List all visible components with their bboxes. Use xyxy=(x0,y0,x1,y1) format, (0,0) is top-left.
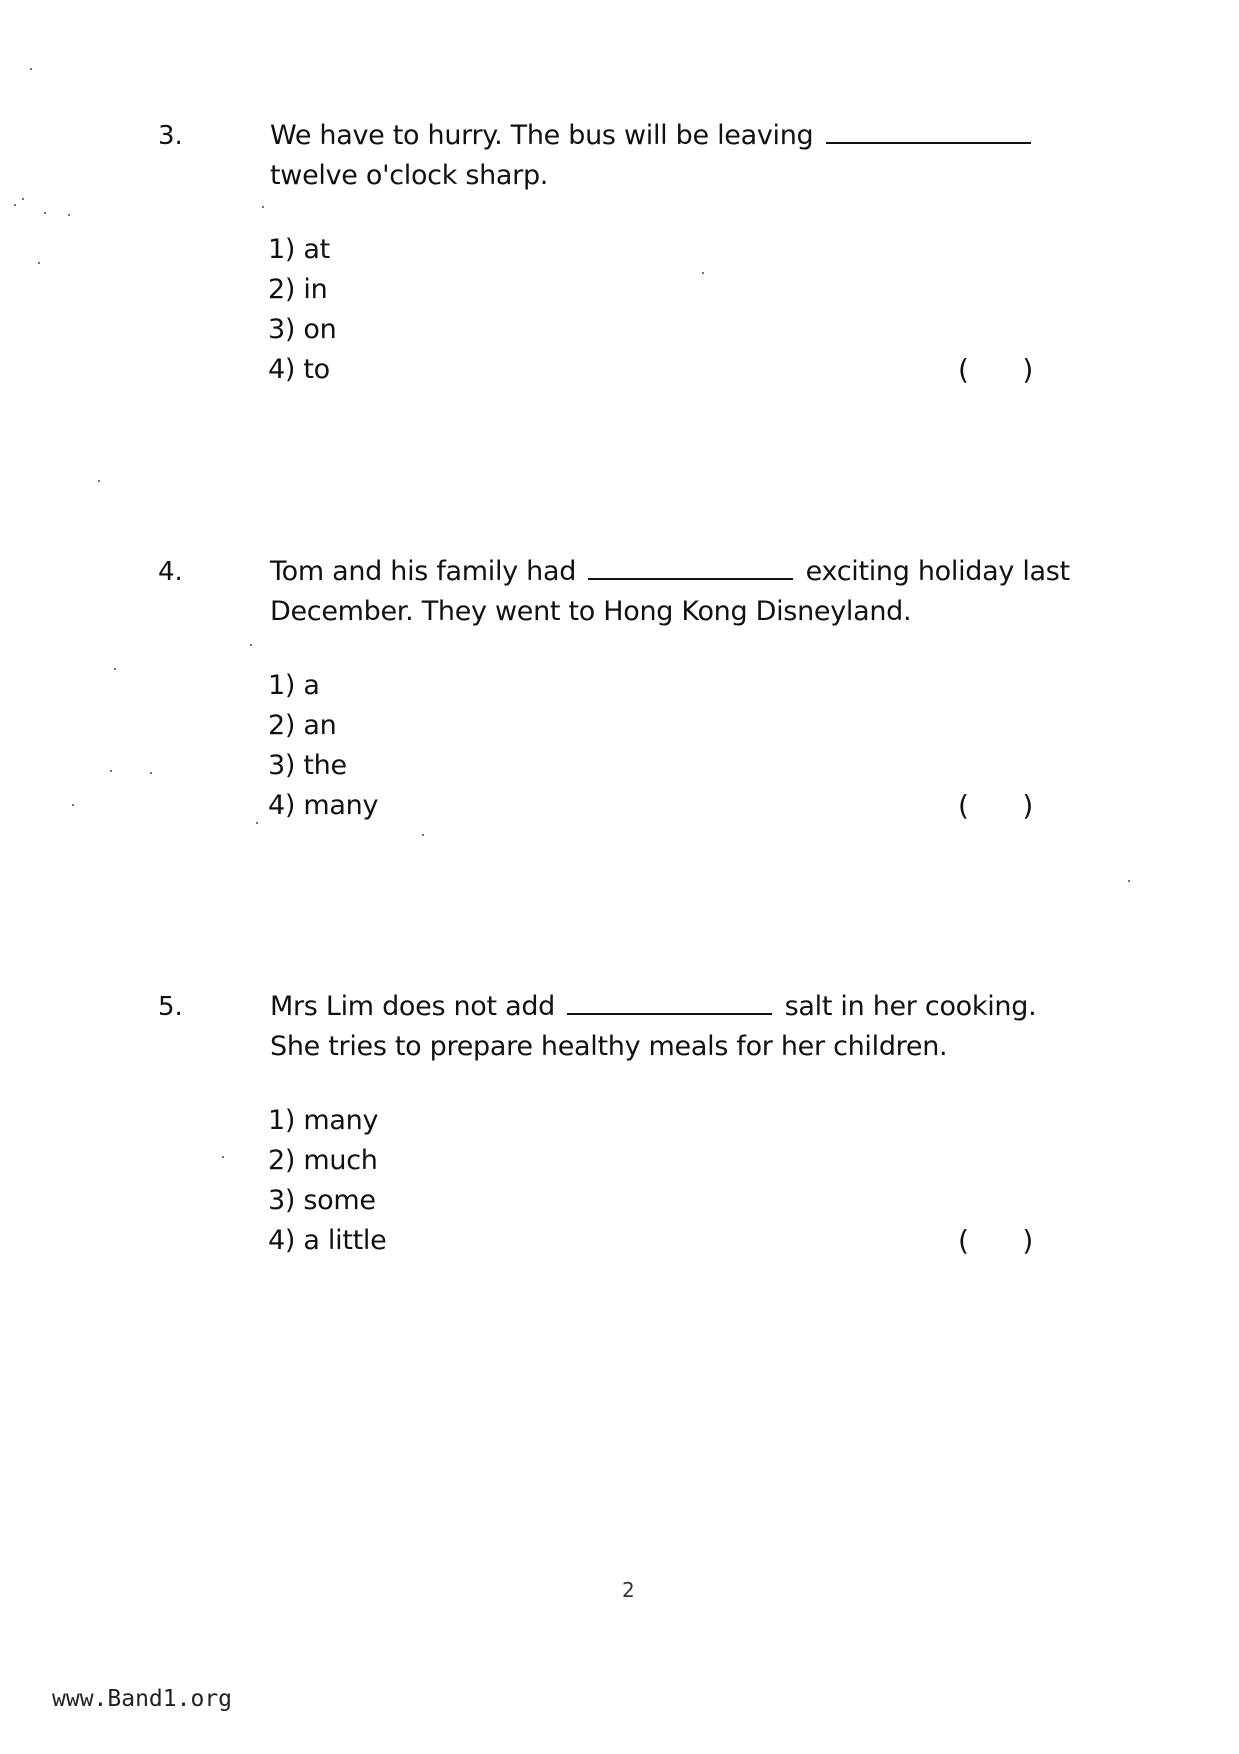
option-4: 4) many xyxy=(268,790,379,821)
option-4: 4) a little xyxy=(268,1225,387,1256)
scan-speck xyxy=(72,804,74,806)
scan-speck xyxy=(256,822,258,824)
stem-text-before-blank: Tom and his family had xyxy=(270,556,577,587)
scan-speck xyxy=(68,214,70,216)
scan-speck xyxy=(1128,880,1130,882)
scan-speck xyxy=(38,262,40,264)
option-4: 4) to xyxy=(268,354,330,385)
stem-line-1 xyxy=(270,987,1100,1027)
option-2: 2) an xyxy=(268,710,337,741)
footer-url: www.Band1.org xyxy=(52,1686,233,1712)
stem-line-1 xyxy=(270,116,1100,156)
scan-speck xyxy=(44,212,46,214)
scan-speck xyxy=(150,772,152,774)
page-number: 2 xyxy=(622,1578,635,1602)
option-1: 1) at xyxy=(268,234,330,265)
stem-text-after-blank: exciting holiday last xyxy=(805,556,1070,587)
answer-blank xyxy=(588,552,793,580)
options-list xyxy=(268,666,378,826)
scan-speck xyxy=(250,644,252,646)
option-3: 3) on xyxy=(268,314,337,345)
stem-line-2: twelve o'clock sharp. xyxy=(270,160,549,191)
scan-speck xyxy=(14,204,16,206)
scan-speck xyxy=(422,834,424,836)
scan-speck xyxy=(702,272,704,274)
option-3: 3) the xyxy=(268,750,347,781)
scan-speck xyxy=(30,68,32,70)
answer-bracket: ( ) xyxy=(958,1224,1034,1257)
scan-speck xyxy=(114,668,116,670)
stem-line-2: She tries to prepare healthy meals for her children. xyxy=(270,1031,948,1062)
scan-speck xyxy=(262,206,264,208)
scan-speck xyxy=(22,198,24,200)
answer-bracket: ( ) xyxy=(958,789,1034,822)
scan-speck xyxy=(110,770,112,772)
answer-bracket: ( ) xyxy=(958,353,1034,386)
question-number: 5. xyxy=(158,992,183,1022)
stem-text-before-blank: We have to hurry. The bus will be leaving xyxy=(270,120,814,151)
option-3: 3) some xyxy=(268,1185,376,1216)
stem-line-2: December. They went to Hong Kong Disneyland. xyxy=(270,596,912,627)
option-1: 1) many xyxy=(268,1105,379,1136)
options-list xyxy=(268,230,336,390)
question-stem xyxy=(270,987,1100,1067)
answer-blank xyxy=(567,987,772,1015)
stem-line-1 xyxy=(270,552,1100,592)
question-stem xyxy=(270,116,1100,196)
option-2: 2) much xyxy=(268,1145,378,1176)
question-number: 3. xyxy=(158,121,183,151)
answer-blank xyxy=(826,116,1031,144)
question-number: 4. xyxy=(158,557,183,587)
options-list xyxy=(268,1101,386,1261)
stem-text-before-blank: Mrs Lim does not add xyxy=(270,991,556,1022)
scan-speck xyxy=(222,1156,224,1158)
option-1: 1) a xyxy=(268,670,320,701)
option-2: 2) in xyxy=(268,274,328,305)
scan-speck xyxy=(98,480,100,482)
stem-text-after-blank: salt in her cooking. xyxy=(784,991,1037,1022)
question-stem xyxy=(270,552,1100,632)
